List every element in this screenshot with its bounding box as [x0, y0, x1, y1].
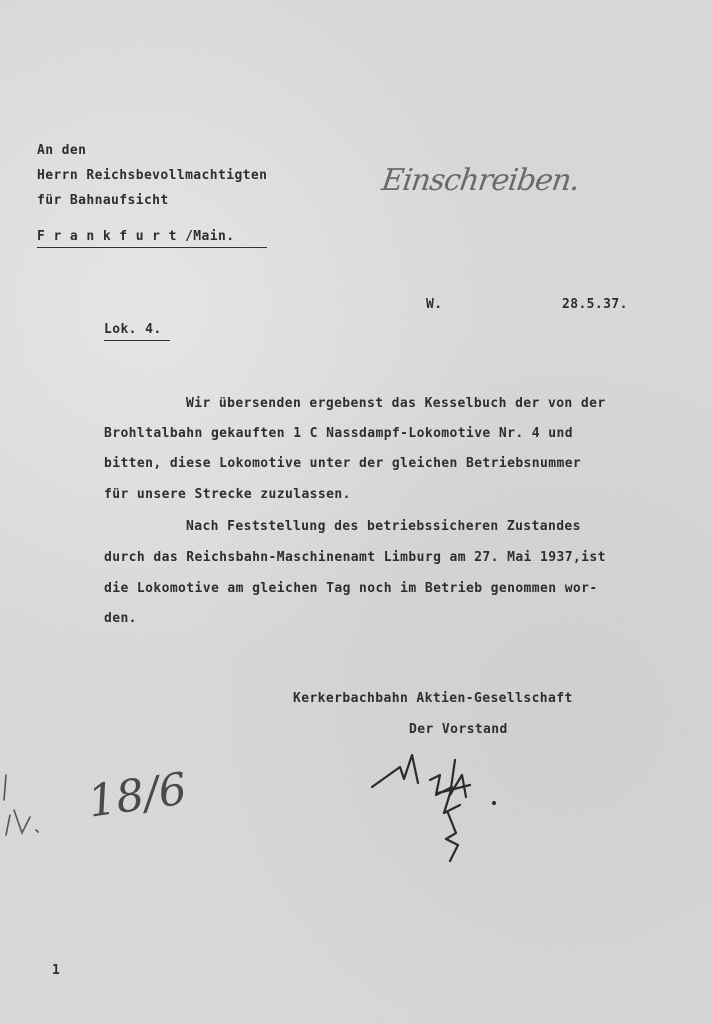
letter-date: 28.5.37. — [562, 297, 628, 312]
body-p1-line-3: bitten, diese Lokomotive unter der gleichen Betriebsnummer — [104, 456, 582, 471]
body-p1-line-1: Wir übersenden ergebenst das Kesselbuch der von der — [186, 396, 606, 411]
body-p2-line-3: die Lokomotive am gleichen Tag noch im Betrieb genommen wor- — [104, 581, 598, 596]
body-p2-line-2: durch das Reichsbahn-Maschinenamt Limburg am 27. Mai 1937,ist — [104, 550, 606, 565]
recipient-line-1: An den — [37, 143, 87, 158]
board-title: Der Vorstand — [409, 722, 508, 737]
margin-mark — [0, 755, 90, 845]
subject-underline — [104, 340, 170, 341]
date-place: W. — [426, 297, 443, 312]
body-p1-line-2: Brohltalbahn gekauften 1 C Nassdampf-Lokomotive Nr. 4 und — [104, 426, 573, 441]
recipient-line-2: Herrn Reichsbevollmachtigten — [37, 168, 268, 183]
margin-note: 18/6 — [84, 763, 190, 828]
body-p2-line-1: Nach Feststellung des betriebssicheren Zustandes — [186, 519, 581, 534]
body-p1-line-4: für unsere Strecke zuzulassen. — [104, 487, 351, 502]
city-underline — [37, 247, 267, 248]
registered-mail-stamp: Einschreiben. — [379, 163, 582, 198]
subject-line: Lok. 4. — [104, 322, 162, 337]
page-number: 1 — [52, 963, 61, 978]
company-name: Kerkerbachbahn Aktien-Gesellschaft — [293, 691, 573, 706]
body-p2-line-4: den. — [104, 611, 137, 626]
signature-scribble — [360, 735, 510, 875]
recipient-city: F r a n k f u r t /Main. — [37, 229, 235, 244]
recipient-line-3: für Bahnaufsicht — [37, 193, 169, 208]
